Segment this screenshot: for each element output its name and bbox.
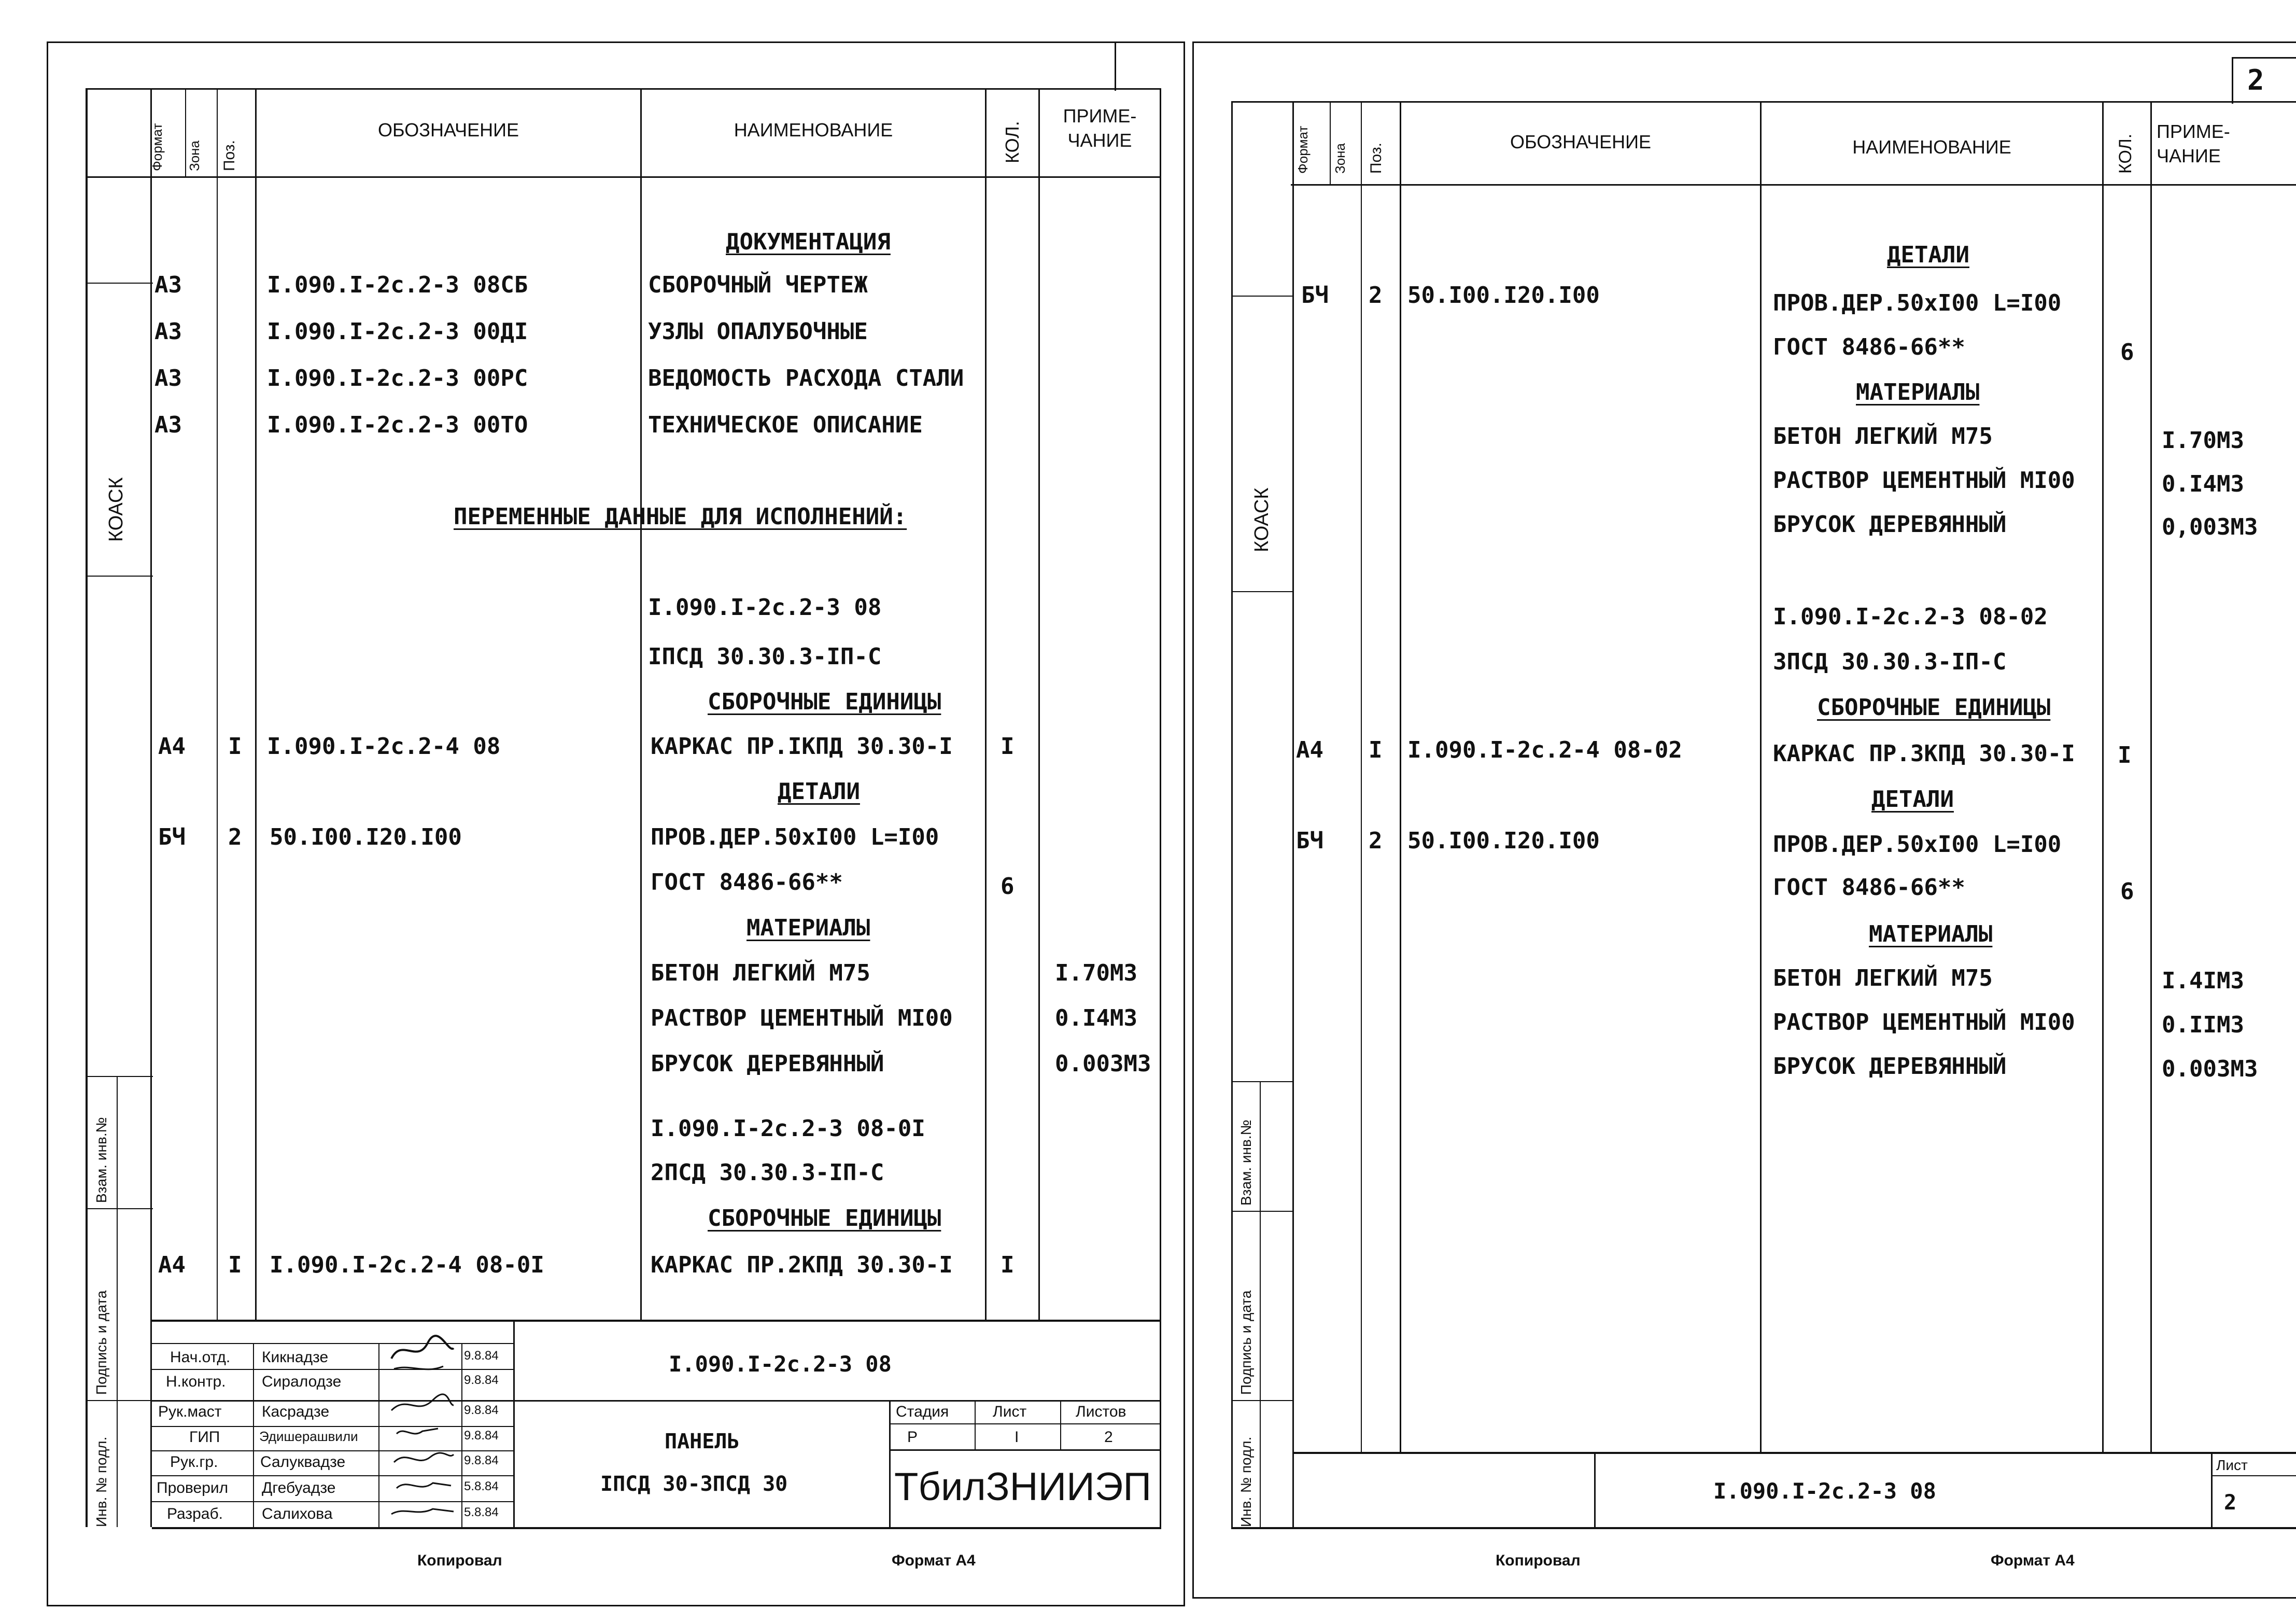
right-row-1-fmt: БЧ bbox=[1301, 282, 1329, 309]
tb-p6-date: 5.8.84 bbox=[464, 1505, 499, 1519]
left-row-11-fmt: БЧ bbox=[158, 824, 186, 850]
right-row-10-des: I.090.I-2с.2-4 08-02 bbox=[1407, 737, 1682, 763]
tb-bottom bbox=[152, 1527, 1161, 1529]
left-frame-left bbox=[47, 41, 48, 1606]
right-row-6-name: БРУСОК ДЕРЕВЯННЫЙ bbox=[1773, 511, 2007, 538]
right-row-17-name: БРУСОК ДЕРЕВЯННЫЙ bbox=[1773, 1053, 2007, 1080]
left-row-15-note: 0.I4М3 bbox=[1055, 1005, 1137, 1031]
tb-top bbox=[152, 1320, 1161, 1322]
right-row-6-note: 0,003М3 bbox=[2162, 514, 2258, 540]
left-col-pos bbox=[255, 88, 257, 1320]
right-stamp-line3 bbox=[1231, 1400, 1292, 1401]
left-hdr-note2: ЧАНИЕ bbox=[1067, 130, 1132, 151]
tb-p0-date: 9.8.84 bbox=[464, 1349, 499, 1363]
left-row-9-fmt: А4 bbox=[158, 733, 186, 760]
tb-p4-name: Салуквадзе bbox=[260, 1453, 346, 1471]
tb-p0-name: Кикнадзе bbox=[262, 1349, 329, 1366]
rtb-sheet-row bbox=[2211, 1475, 2296, 1476]
left-row-2-des: I.090.I-2с.2-3 00ДI bbox=[267, 318, 528, 345]
right-outer-col bbox=[1231, 101, 1233, 1527]
right-row-14-name: МАТЕРИАЛЫ bbox=[1869, 921, 1993, 947]
right-stamp-line1 bbox=[1231, 1081, 1292, 1082]
left-row-13-name: МАТЕРИАЛЫ bbox=[746, 915, 870, 941]
left-row-12-qty: 6 bbox=[1001, 873, 1015, 900]
tb-p6-role: Разраб. bbox=[167, 1505, 223, 1522]
right-hdr-note1: ПРИМЕ- bbox=[2157, 121, 2230, 142]
right-hdr-note2: ЧАНИЕ bbox=[2157, 145, 2221, 166]
right-side-label: КОАСК bbox=[1251, 487, 1273, 552]
tb-col4 bbox=[513, 1320, 515, 1527]
left-row-6-name: I.090.I-2с.2-3 08 bbox=[648, 594, 882, 621]
right-stamp-2: Подпись и дата bbox=[1238, 1290, 1254, 1395]
right-col-fmt bbox=[1292, 101, 1294, 1527]
right-row-15-name: БЕТОН ЛЕГКИЙ М75 bbox=[1773, 965, 1993, 991]
tb-r4 bbox=[152, 1426, 513, 1427]
left-row-9-pos: I bbox=[228, 733, 242, 760]
left-hdr-note1: ПРИМЕ- bbox=[1063, 105, 1137, 127]
right-row-16-note: 0.IIМ3 bbox=[2162, 1012, 2244, 1038]
right-row-11-name: ДЕТАЛИ bbox=[1871, 786, 1954, 813]
rtb-top bbox=[1292, 1452, 2296, 1454]
left-stamp-line3 bbox=[86, 1400, 153, 1401]
right-footer-format: Формат А4 bbox=[1991, 1552, 2075, 1569]
tb-stage-r2 bbox=[889, 1449, 1161, 1451]
tb-r6 bbox=[152, 1475, 513, 1476]
left-row-12-name: ГОСТ 8486-66** bbox=[651, 869, 843, 896]
left-row-3-name: ВЕДОМОСТЬ РАСХОДА СТАЛИ bbox=[648, 365, 964, 391]
left-row-9-name: КАРКАС ПР.IКПД 30.30-I bbox=[651, 733, 953, 760]
left-stamp-line2 bbox=[86, 1208, 153, 1209]
tb-p5-role: Проверил bbox=[157, 1479, 229, 1496]
left-row-3-des: I.090.I-2с.2-3 00РС bbox=[267, 365, 528, 391]
left-row-14-note: I.70М3 bbox=[1055, 960, 1137, 986]
left-stamp-line1 bbox=[86, 1076, 153, 1077]
right-hdr-zone: Зона bbox=[1332, 143, 1348, 174]
left-row-10-name: ДЕТАЛИ bbox=[778, 778, 860, 805]
tb-col3 bbox=[461, 1343, 462, 1527]
right-frame-bottom bbox=[1192, 1597, 2296, 1599]
right-row-5-note: 0.I4М3 bbox=[2162, 471, 2244, 497]
right-row-10-pos: I bbox=[1369, 737, 1383, 763]
left-row-1-des: I.090.I-2с.2-3 08СБ bbox=[267, 272, 528, 298]
left-row-17-name: I.090.I-2с.2-3 08-0I bbox=[651, 1115, 925, 1142]
left-stamp-3: Инв. № подл. bbox=[93, 1436, 109, 1527]
right-stamp-1: Взам. инв.№ bbox=[1238, 1120, 1254, 1206]
right-row-12-des: 50.I00.I20.I00 bbox=[1407, 828, 1600, 854]
right-row-10-fmt: А4 bbox=[1296, 737, 1323, 763]
right-hdr-pos: Поз. bbox=[1368, 143, 1385, 174]
left-hdr-zone: Зона bbox=[187, 141, 202, 171]
right-hdr-name: НАИМЕНОВАНИЕ bbox=[1852, 136, 2011, 158]
tb-sheet-h: Лист bbox=[993, 1403, 1027, 1420]
rtb-bottom bbox=[1231, 1527, 2296, 1529]
right-table-top bbox=[1231, 101, 2296, 103]
left-side-line1 bbox=[86, 283, 153, 284]
left-stamp-2: Подпись и дата bbox=[93, 1290, 109, 1395]
left-row-1-name: СБОРОЧНЫЙ ЧЕРТЕЖ bbox=[648, 272, 868, 298]
left-row-19-name: СБОРОЧНЫЕ ЕДИНИЦЫ bbox=[708, 1205, 941, 1232]
tb-p4-role: Рук.гр. bbox=[170, 1453, 218, 1471]
tb-stage-c1 bbox=[975, 1400, 976, 1449]
right-header-bottom bbox=[1291, 184, 2296, 186]
left-row-20-fmt: А4 bbox=[158, 1252, 186, 1278]
right-row-16-name: РАСТВОР ЦЕМЕНТНЫЙ МI00 bbox=[1773, 1009, 2075, 1036]
left-row-16-name: БРУСОК ДЕРЕВЯННЫЙ bbox=[651, 1051, 884, 1077]
left-hdr-pos: Поз. bbox=[221, 140, 238, 171]
right-row-10-qty: I bbox=[2118, 742, 2132, 768]
tb-col2 bbox=[378, 1343, 379, 1527]
rtb-sheet: 2 bbox=[2224, 1491, 2237, 1515]
left-header-bottom bbox=[86, 176, 1161, 178]
left-row-4-des: I.090.I-2с.2-3 00ТО bbox=[267, 412, 528, 438]
left-row-9-des: I.090.I-2с.2-4 08 bbox=[267, 733, 501, 760]
right-hdr-format: Формат bbox=[1295, 125, 1311, 174]
right-stamp-line2 bbox=[1231, 1211, 1292, 1212]
tb-p3-name: Эдишерашвили bbox=[259, 1429, 358, 1444]
left-row-3-fmt: А3 bbox=[154, 365, 182, 391]
right-row-1-des: 50.I00.I20.I00 bbox=[1407, 282, 1600, 309]
left-row-9-qty: I bbox=[1001, 733, 1015, 760]
left-stamp-mid bbox=[117, 1076, 118, 1527]
right-hdr-designation: ОБОЗНАЧЕНИЕ bbox=[1510, 131, 1652, 152]
tb-p0-role: Нач.отд. bbox=[170, 1349, 231, 1366]
tb-stage: Р bbox=[907, 1429, 918, 1446]
right-col-name bbox=[2102, 101, 2104, 1452]
left-row-2-fmt: А3 bbox=[154, 318, 182, 345]
tb-r7 bbox=[152, 1501, 513, 1502]
right-stamp-3: Инв. № подл. bbox=[1238, 1436, 1254, 1527]
left-footer-copied: Копировал bbox=[417, 1552, 502, 1569]
tb-sheet: I bbox=[1015, 1429, 1019, 1446]
left-stamp-1: Взам. инв.№ bbox=[93, 1117, 109, 1203]
tb-title2: IПСД 30-3ПСД 30 bbox=[600, 1472, 788, 1496]
left-outer-col bbox=[86, 88, 88, 1527]
left-row-14-name: БЕТОН ЛЕГКИЙ М75 bbox=[651, 960, 870, 986]
right-row-1-pos: 2 bbox=[1369, 282, 1383, 309]
right-row-8-name: 3ПСД 30.30.3-IП-С bbox=[1773, 649, 2007, 675]
rtb-code: I.090.I-2с.2-3 08 bbox=[1713, 1478, 1936, 1504]
tb-mid bbox=[152, 1400, 1161, 1402]
tb-stage-left bbox=[889, 1400, 891, 1527]
left-col-zone bbox=[185, 88, 186, 176]
tb-p2-role: Рук.маст bbox=[158, 1403, 222, 1420]
right-row-4-name: БЕТОН ЛЕГКИЙ М75 bbox=[1773, 423, 1993, 450]
right-side-line1 bbox=[1231, 296, 1292, 297]
tb-sheets: 2 bbox=[1104, 1429, 1113, 1446]
tb-stage-c2 bbox=[1060, 1400, 1061, 1449]
page-number: 2 bbox=[2247, 64, 2264, 96]
tb-p1-role: Н.контр. bbox=[166, 1373, 226, 1390]
rtb-col1 bbox=[1594, 1452, 1596, 1527]
right-col-zone bbox=[1330, 101, 1331, 184]
left-row-7-name: IПСД 30.30.3-IП-С bbox=[648, 643, 882, 670]
tb-p5-date: 5.8.84 bbox=[464, 1479, 499, 1493]
left-row-20-name: КАРКАС ПР.2КПД 30.30-I bbox=[651, 1252, 953, 1278]
tb-p2-date: 9.8.84 bbox=[464, 1403, 499, 1417]
left-col-name bbox=[985, 88, 987, 1320]
left-side-line2 bbox=[86, 576, 153, 577]
left-footer-format: Формат А4 bbox=[892, 1552, 976, 1569]
left-row-11-name: ПРОВ.ДЕР.50хI00 L=I00 bbox=[651, 824, 939, 850]
left-row-16-note: 0.003М3 bbox=[1055, 1051, 1151, 1077]
right-frame-left bbox=[1192, 41, 1194, 1599]
left-col-note bbox=[1160, 88, 1161, 1527]
left-hdr-designation: ОБОЗНАЧЕНИЕ bbox=[377, 119, 519, 141]
right-footer-copied: Копировал bbox=[1496, 1552, 1581, 1569]
left-row-15-name: РАСТВОР ЦЕМЕНТНЫЙ МI00 bbox=[651, 1005, 953, 1031]
right-row-9-name: СБОРОЧНЫЕ ЕДИНИЦЫ bbox=[1817, 694, 2051, 721]
left-row-20-pos: I bbox=[228, 1252, 242, 1278]
signatures-icon bbox=[381, 1327, 459, 1524]
tb-p3-date: 9.8.84 bbox=[464, 1429, 499, 1443]
left-row-20-qty: I bbox=[1001, 1252, 1015, 1278]
right-row-1-name: ПРОВ.ДЕР.50хI00 L=I00 bbox=[1773, 290, 2062, 316]
left-frame-bottom bbox=[47, 1605, 1185, 1606]
pn-left bbox=[2232, 57, 2233, 104]
left-row-1-fmt: А3 bbox=[154, 272, 182, 298]
left-col-des bbox=[640, 88, 642, 1320]
left-col-qty bbox=[1038, 88, 1040, 1320]
tb-p4-date: 9.8.84 bbox=[464, 1453, 499, 1467]
left-row-11-pos: 2 bbox=[228, 824, 242, 850]
right-hdr-qty: КОЛ. bbox=[2116, 133, 2135, 174]
right-col-zone2 bbox=[1361, 101, 1362, 1452]
tb-r1 bbox=[152, 1343, 513, 1344]
right-col-qty bbox=[2150, 101, 2152, 1452]
left-row-18-name: 2ПСД 30.30.3-IП-С bbox=[651, 1159, 884, 1186]
left-side-label: КОАСК bbox=[105, 477, 127, 542]
right-row-4-note: I.70М3 bbox=[2162, 427, 2244, 454]
left-hdr-name: НАИМЕНОВАНИЕ bbox=[734, 119, 893, 141]
left-row-2-name: УЗЛЫ ОПАЛУБОЧНЫЕ bbox=[648, 318, 868, 345]
left-row-0-name: ДОКУМЕНТАЦИЯ bbox=[726, 229, 891, 255]
left-row-11-des: 50.I00.I20.I00 bbox=[270, 824, 462, 850]
tb-stage-h: Стадия bbox=[896, 1403, 949, 1420]
tb-p1-date: 9.8.84 bbox=[464, 1373, 499, 1387]
left-col-zone2 bbox=[217, 88, 218, 1320]
left-table-top bbox=[86, 88, 1161, 90]
right-side-line2 bbox=[1231, 591, 1292, 592]
left-row-20-des: I.090.I-2с.2-4 08-0I bbox=[270, 1252, 544, 1278]
right-row-10-name: КАРКАС ПР.3КПД 30.30-I bbox=[1773, 740, 2075, 767]
left-col-fmt bbox=[150, 88, 152, 1527]
left-frame-top bbox=[47, 41, 1185, 43]
right-row-3-name: МАТЕРИАЛЫ bbox=[1856, 379, 1980, 405]
right-row-13-qty: 6 bbox=[2120, 878, 2134, 905]
tb-title1: ПАНЕЛЬ bbox=[665, 1430, 740, 1453]
tb-p2-name: Касрадзе bbox=[262, 1403, 330, 1420]
right-row-7-name: I.090.I-2с.2-3 08-02 bbox=[1773, 604, 2048, 630]
tb-p6-name: Салихова bbox=[262, 1505, 333, 1522]
left-row-8-name: СБОРОЧНЫЕ ЕДИНИЦЫ bbox=[708, 689, 941, 715]
rtb-col2 bbox=[2211, 1452, 2213, 1527]
right-col-des bbox=[1760, 101, 1762, 1452]
tb-r2 bbox=[152, 1369, 513, 1370]
right-row-5-name: РАСТВОР ЦЕМЕНТНЫЙ МI00 bbox=[1773, 467, 2075, 494]
right-row-17-note: 0.003М3 bbox=[2162, 1056, 2258, 1082]
tb-p3-role: ГИП bbox=[189, 1429, 220, 1446]
right-row-12-name: ПРОВ.ДЕР.50хI00 L=I00 bbox=[1773, 831, 2062, 858]
left-row-4-name: ТЕХНИЧЕСКОЕ ОПИСАНИЕ bbox=[648, 412, 923, 438]
right-row-2-qty: 6 bbox=[2120, 339, 2134, 366]
tb-p5-name: Дгебуадзе bbox=[262, 1479, 336, 1496]
tb-sheets-h: Листов bbox=[1076, 1403, 1126, 1420]
right-row-2-name: ГОСТ 8486-66** bbox=[1773, 334, 1965, 360]
right-row-12-pos: 2 bbox=[1369, 828, 1383, 854]
tb-r5 bbox=[152, 1450, 513, 1451]
left-row-4-fmt: А3 bbox=[154, 412, 182, 438]
right-row-13-name: ГОСТ 8486-66** bbox=[1773, 874, 1965, 901]
tb-p1-name: Сиралодзе bbox=[262, 1373, 342, 1390]
right-row-12-fmt: БЧ bbox=[1296, 828, 1323, 854]
pn-top bbox=[2232, 57, 2296, 59]
right-frame-top bbox=[1192, 41, 2296, 43]
right-row-15-note: I.4IМ3 bbox=[2162, 968, 2244, 994]
left-hdr-format: Формат bbox=[149, 123, 165, 171]
left-frame-right bbox=[1184, 41, 1185, 1606]
left-frame-tab bbox=[1115, 41, 1116, 91]
right-row-0-name: ДЕТАЛИ bbox=[1887, 242, 1969, 268]
rtb-sheet-h: Лист bbox=[2216, 1457, 2248, 1473]
tb-col1 bbox=[253, 1343, 254, 1527]
tb-stage-r1 bbox=[889, 1423, 1161, 1424]
left-row-5-name: ПЕРЕМЕННЫЕ ДАННЫЕ ДЛЯ ИСПОЛНЕНИЙ: bbox=[454, 503, 907, 530]
tb-code: I.090.I-2с.2-3 08 bbox=[669, 1351, 892, 1377]
right-stamp-mid bbox=[1260, 1081, 1261, 1527]
right-col-pos bbox=[1400, 101, 1401, 1452]
left-hdr-qty: КОЛ. bbox=[1002, 121, 1023, 163]
tb-org: ТбилЗНИИЭП bbox=[894, 1465, 1152, 1509]
